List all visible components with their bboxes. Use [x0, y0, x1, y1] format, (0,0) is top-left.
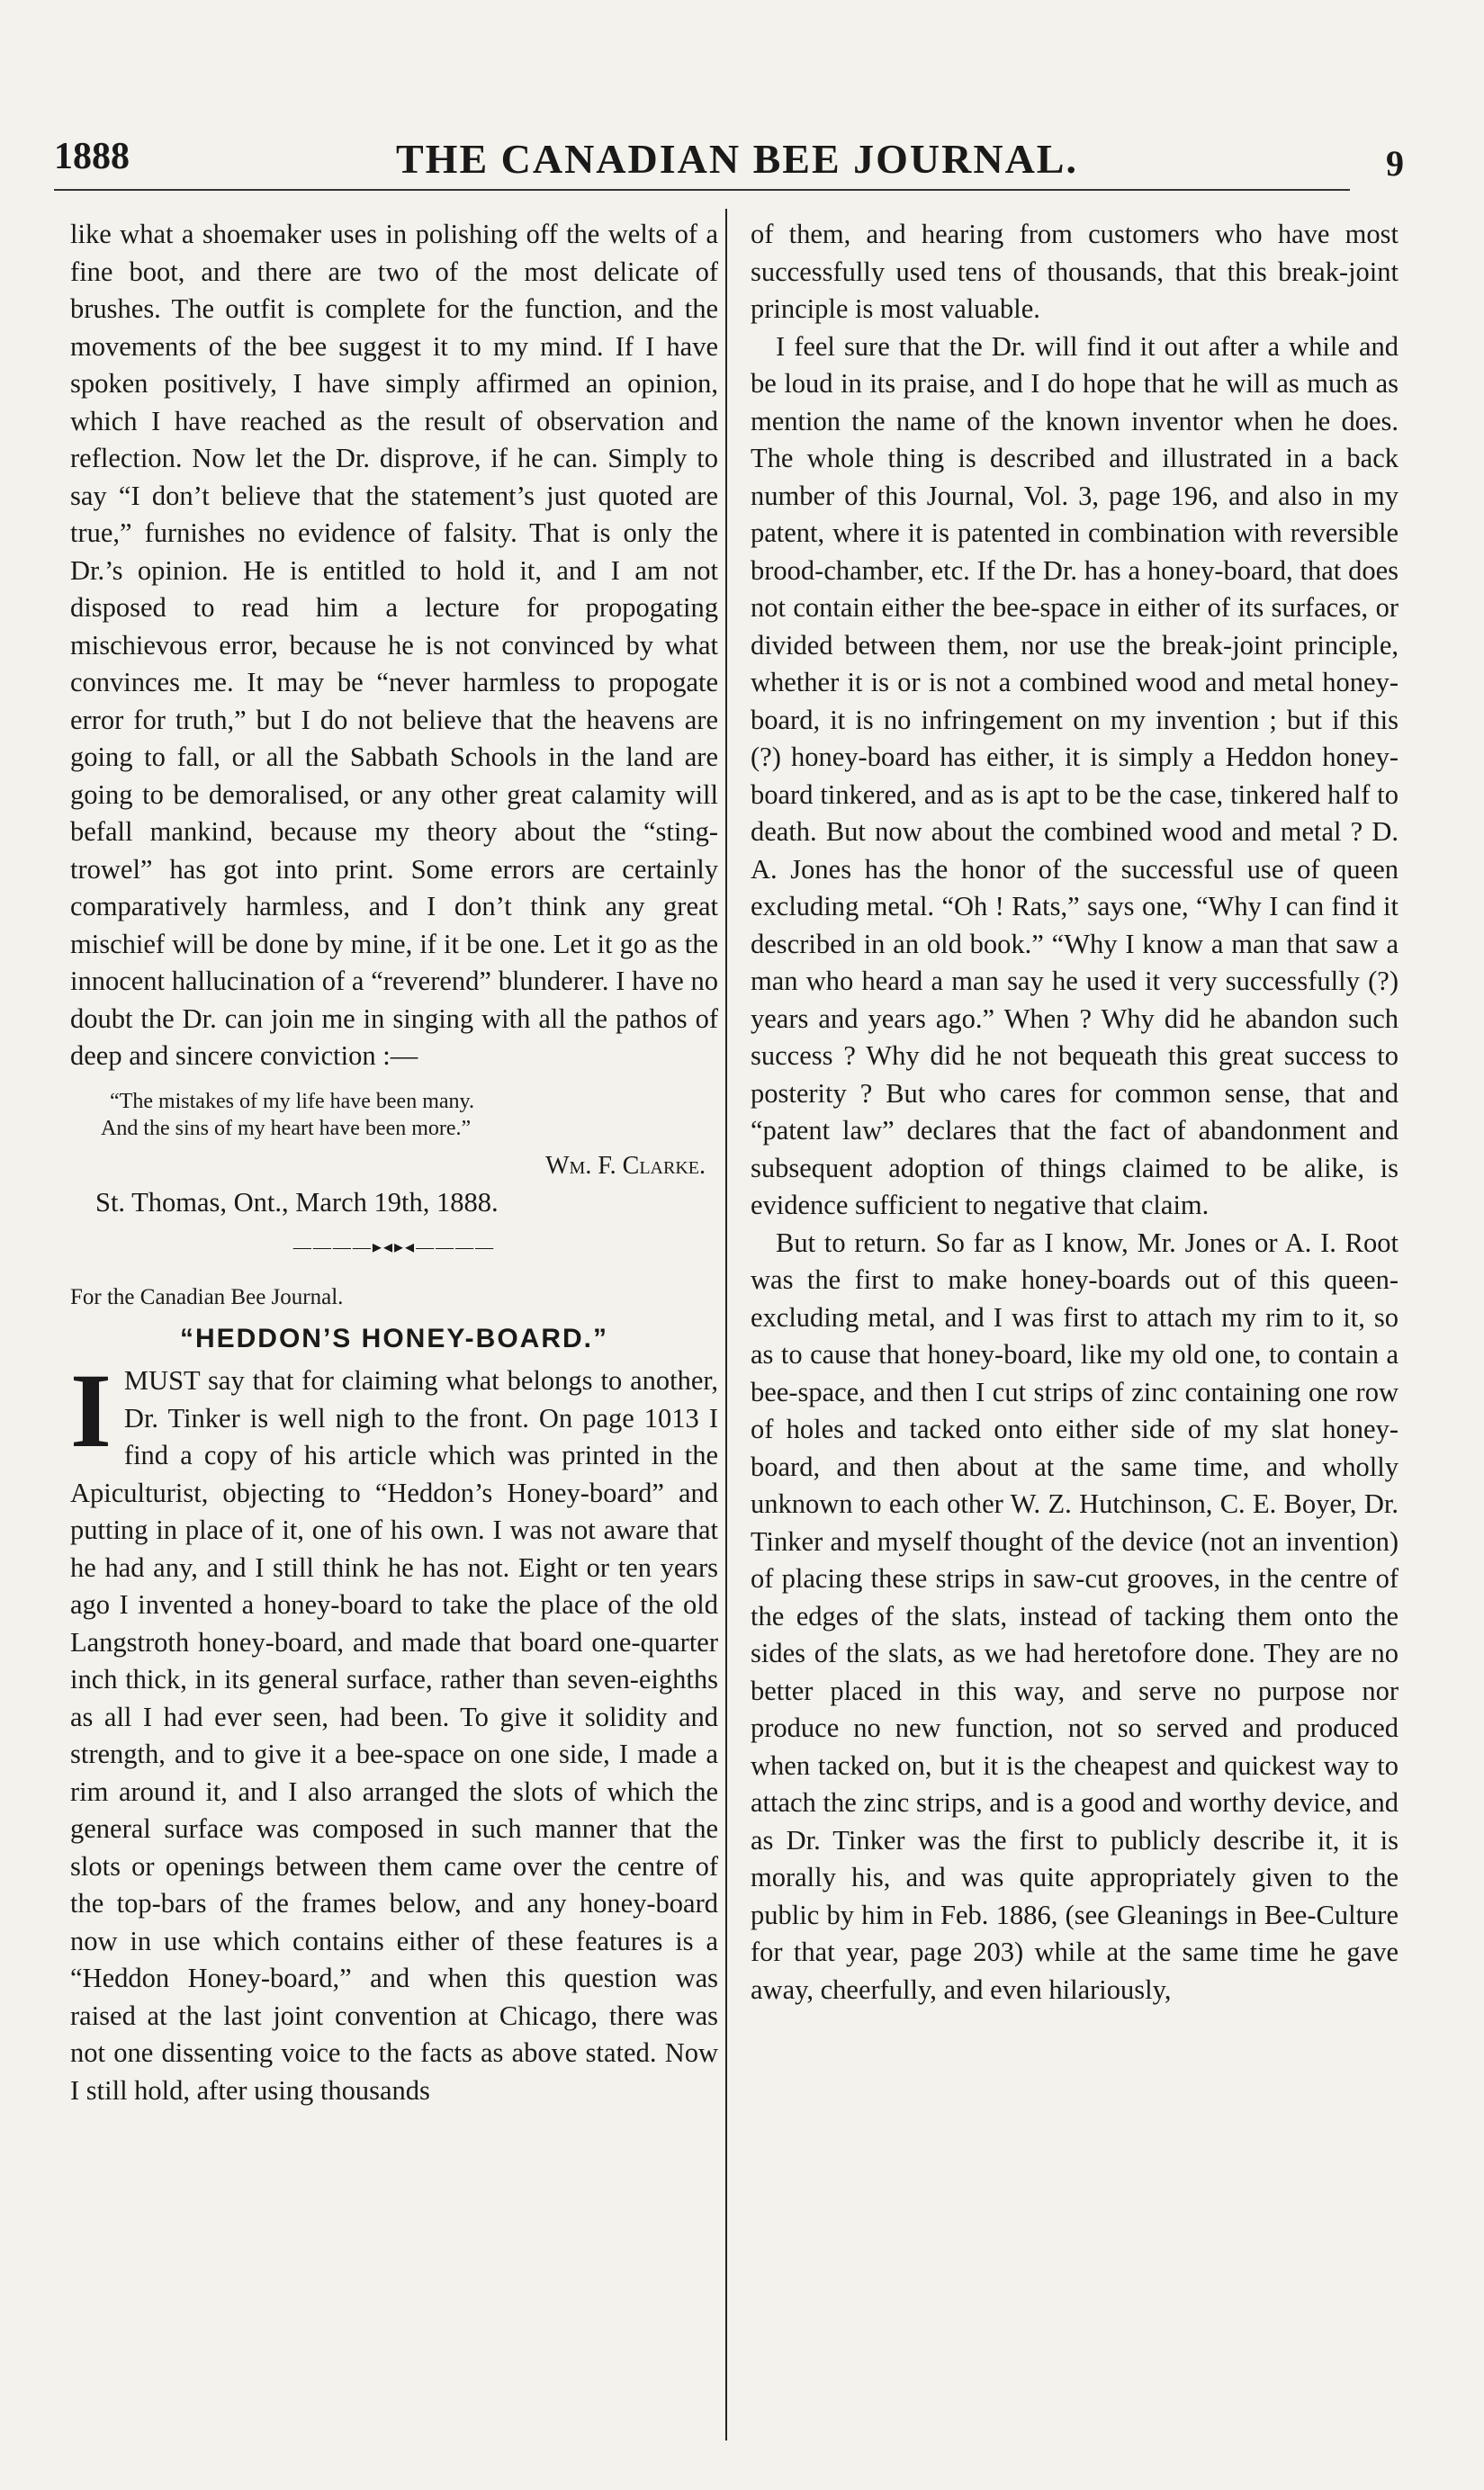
- left-paragraph-1: like what a shoemaker uses in polishing off the welts of a fine boot, and there are two of the most delicate of brushes. The outfit is complete for the function, and the movements of the bee suggest it to my mind. If I have spoken positively, I have simply affirmed an opinion, which I have reached as the result of observation and reflection. Now let the Dr. disprove, if he can. Simply to say “I don’t believe that the statement’s just quoted are true,” furnishes no evidence of falsity. That is only the Dr.’s opinion. He is entitled to hold it, and I am not disposed to read him a lecture for propogating mischievous error, because he is not convinced by what convinces me. It may be “never harmless to propogate error for truth,” but I do not believe that the heavens are going to fall, or all the Sabbath Schools in the land are going to be demoralised, or any other great calamity will befall mankind, because my theory about the “sting-trowel” has got into print. Some errors are certainly comparatively harmless, and I don’t think any great mischief will be done by mine, if it be one. Let it go as the innocent hallucination of a “reverend” blunderer. I have no doubt the Dr. can join me in singing with all the pathos of deep and sincere conviction :—: [70, 219, 718, 1071]
- section-ornament: ————▸◂▸◂————: [292, 1236, 496, 1257]
- place-date: St. Thomas, Ont., March 19th, 1888.: [95, 1187, 499, 1218]
- author-signature: Wm. F. Clarke.: [545, 1151, 706, 1180]
- header-rule: [54, 189, 1350, 191]
- poem-line-1: “The mistakes of my life have been many.: [110, 1089, 474, 1113]
- article-body: [70, 1352, 718, 2109]
- poem-line-2: And the sins of my heart have been more.”: [101, 1116, 472, 1140]
- page-number: 9: [1386, 143, 1404, 184]
- right-paragraph-1: of them, and hearing from customers who have most successfully used tens of thousands, that this break-joint principle is most valuable.: [751, 219, 1399, 324]
- journal-title: THE CANADIAN BEE JOURNAL.: [396, 136, 1078, 182]
- column-divider: [725, 209, 727, 2441]
- for-line: For the Canadian Bee Journal.: [70, 1285, 344, 1309]
- header-year: 1888: [54, 136, 130, 177]
- right-column: [751, 216, 1399, 2009]
- poem-quote: [101, 1088, 718, 1142]
- article-heading: “HEDDON’S HONEY-BOARD.”: [179, 1323, 609, 1353]
- left-paragraph-2: MUST say that for claiming what belongs to another, Dr. Tinker is well nigh to the front. On page 1013 I find a copy of his article which was printed in the Apiculturist, objecting to “Heddon’s Honey-board” and putting in place of it, one of his own. I was not aware that he had any, and I still think he has not. Eight or ten years ago I invented a honey-board to take the place of the old Langstroth honey-board, and made that board one-quarter inch thick, in its general surface, rather than seven-eighths as all I had ever seen, had been. To give it solidity and strength, and to give it a bee-space on one side, I made a rim around it, and I also arranged the slots of which the general surface was composed in such manner that the slots or openings between them came over the centre of the top-bars of the frames below, and any honey-board now in use which contains either of these features is a “Heddon Honey-board,” and when this question was raised at the last joint convention at Chicago, there was not one dissenting voice to the facts as above stated. Now I still hold, after using thousands: [70, 1365, 718, 2106]
- right-paragraph-3: But to return. So far as I know, Mr. Jones or A. I. Root was the first to make honey-boards out of this queen-excluding metal, and I was first to attach my rim to it, so as to cause that honey-board, like my old one, to contain a bee-space, and then I cut strips of zinc containing one row of holes and tacked onto either side of my slat honey-board, and then about at the same time, and wholly unknown to each other W. Z. Hutchinson, C. E. Boyer, Dr. Tinker and myself thought of the device (not an invention) of placing these strips in saw-cut grooves, in the centre of the edges of the slats, instead of tacking them onto the sides of the slats, as we had heretofore done. They are no better placed in this way, and serve no purpose nor produce no new function, not so served and produced when tacked on, but it is the cheapest and quickest way to attach the zinc strips, and is a good and worthy device, and as Dr. Tinker was the first to publicly describe it, it is morally his, and was quite appropriately given to the public by him in Feb. 1886, (see Gleanings in Bee-Culture for that year, page 203) while at the same time he gave away, cheerfully, and even hilariously,: [751, 1227, 1399, 2005]
- drop-cap: I: [70, 1352, 112, 1470]
- right-paragraph-2: I feel sure that the Dr. will find it out after a while and be loud in its praise, and I do hope that he will as much as mention the name of the known inventor when he does. The whole thing is described and illustrated in a back number of this Journal, Vol. 3, page 196, and also in my patent, where it is patented in combination with reversible brood-chamber, etc. If the Dr. has a honey-board, that does not contain either the bee-space in either of its surfaces, or divided between them, nor use the break-joint principle, whether it is or is not a combined wood and metal honey-board, it is no infringement on my invention ; but if this (?) honey-board has either, it is simply a Heddon honey-board tinkered, and as is apt to be the case, tinkered half to death. But now about the combined wood and metal ? D. A. Jones has the honor of the successful use of queen excluding metal. “Oh ! Rats,” says one, “Why I can find it described in an old book.” “Why I know a man that saw a man who heard a man say he used it very successfully (?) years and years ago.” When ? Why did he abandon such success ? Why did he not bequeath this great success to posterity ? But who cares for common sense, that and “patent law” declares that the fact of abandonment and subsequent adoption of things claimed to be alike, is evidence sufficient to negative that claim.: [751, 330, 1399, 1220]
- page-header: [54, 135, 1404, 194]
- left-column: [70, 216, 718, 2109]
